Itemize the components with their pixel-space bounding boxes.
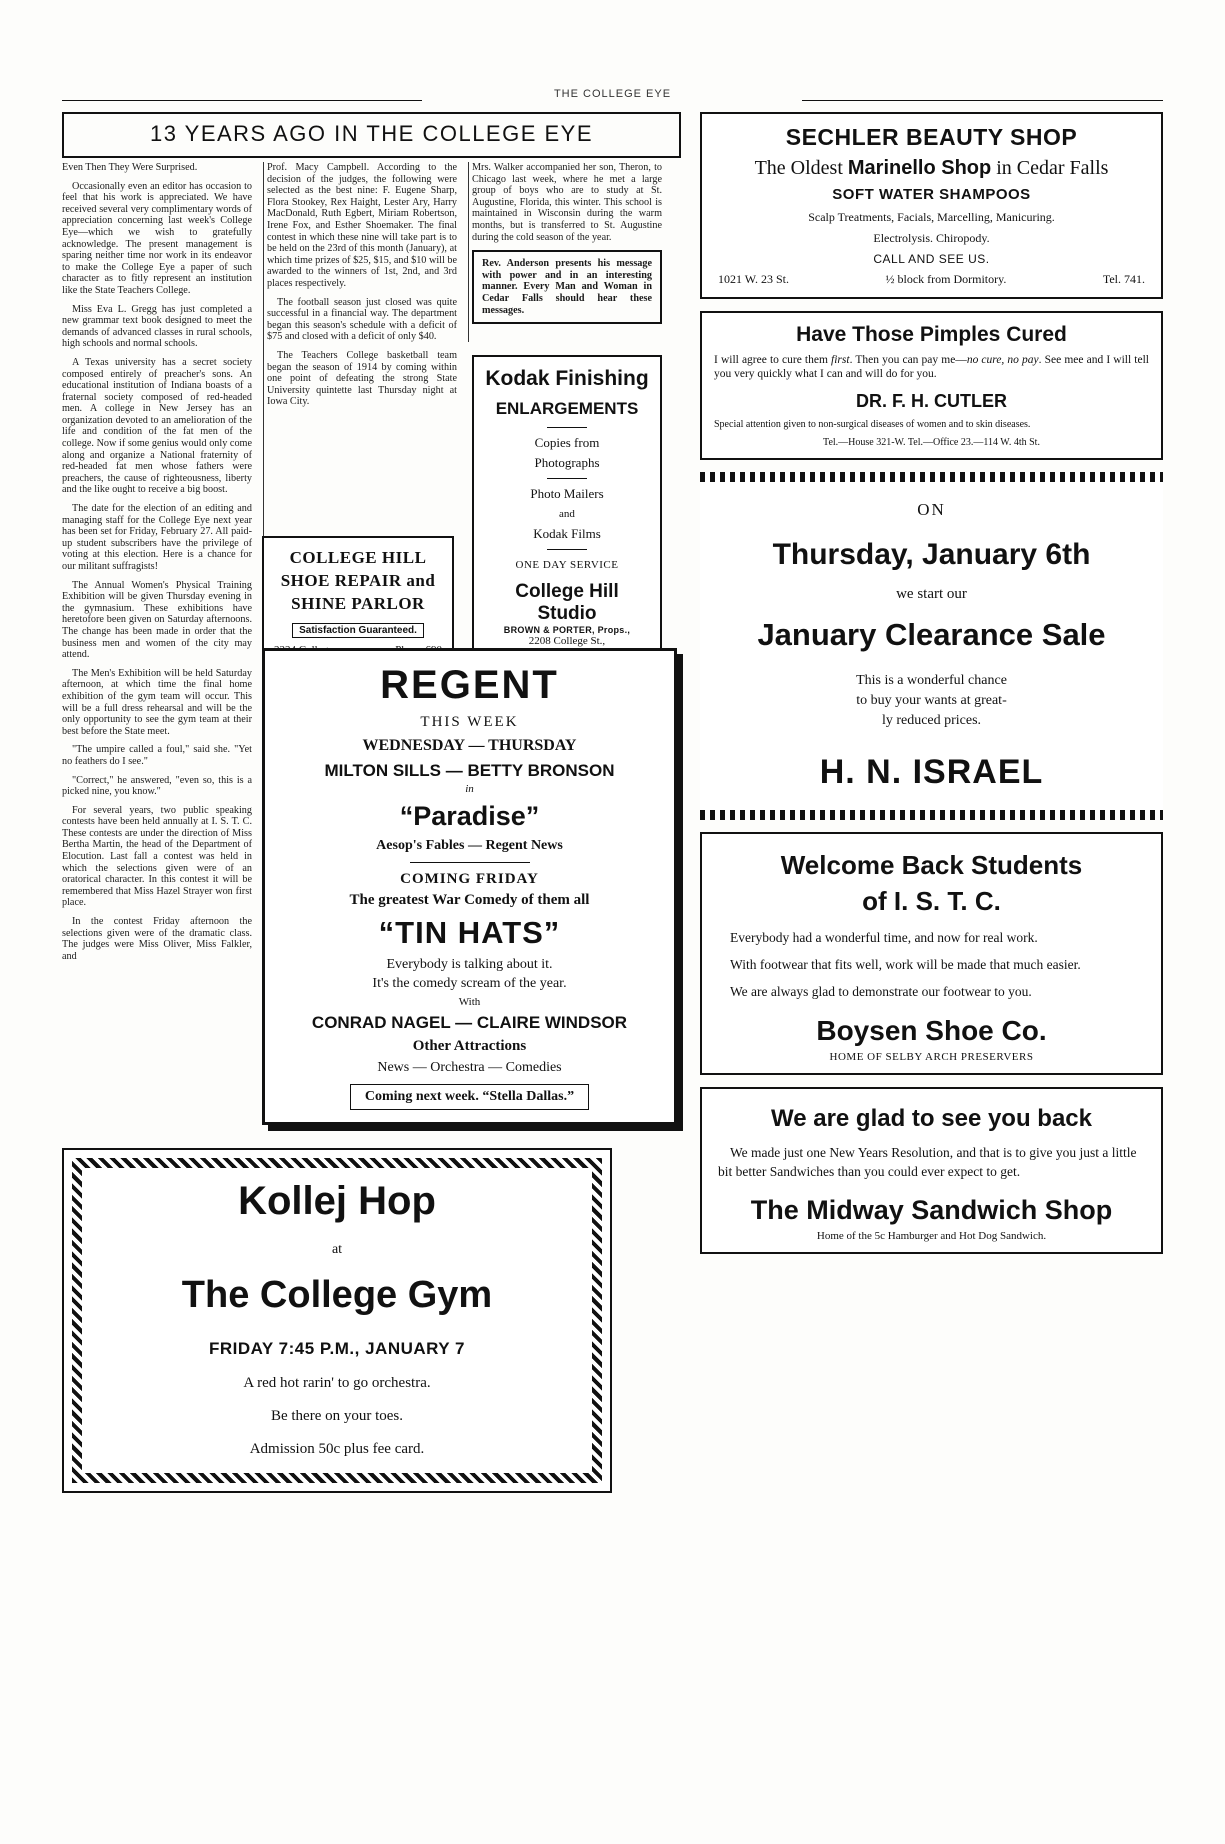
sechler-address: 1021 W. 23 St. [718, 272, 790, 286]
kollej-line-2: Be there on your toes. [270, 1408, 404, 1424]
regent-this-week: THIS WEEK [420, 714, 519, 730]
section-headline: 13 YEARS AGO IN THE COLLEGE EYE [149, 121, 594, 146]
israel-date: Thursday, January 6th [772, 538, 1091, 571]
divider [410, 862, 530, 863]
israel-body-line-2: to buy your wants at great- [856, 693, 1007, 708]
studio-address-1: 2208 College St., [528, 635, 606, 647]
pimples-body-pre: I will agree to cure them [714, 354, 832, 366]
israel-body [712, 671, 1151, 731]
sechler-location-note: ½ block from Dormitory. [885, 272, 1007, 286]
column-divider-2 [468, 162, 469, 342]
pimples-body-italic-1: first [831, 354, 850, 366]
regent-other-attractions: Other Attractions [412, 1038, 527, 1054]
satisfaction-guarantee-badge: Satisfaction Guaranteed. [292, 623, 424, 638]
divider [547, 427, 587, 428]
pimples-body-italic-2: no cure, no pay [966, 354, 1039, 366]
decorative-border-bottom [700, 810, 1163, 820]
shoe-line-1: COLLEGE HILL [289, 548, 427, 567]
notice-text: Rev. Anderson presents his message with power and in an interesting manner. Every Man and Woman in Cedar Falls should hear these messages. [482, 258, 652, 316]
pimples-body-post: . See mee and I will tell you very quickly what I can and will do for you. [714, 354, 1149, 380]
news-paragraph: For several years, two public speaking contests have been held annually at I. S. T. C. These contests are under the direction of Miss Bertha Martin, the head of the Department of Elocution. Last fall a contest was held in which the selections given were of an oratorical character. In this contest it will be remembered that Miss Hazel Strayer won first place. [62, 804, 252, 909]
kollej-venue: The College Gym [181, 1274, 493, 1316]
sechler-tagline-bold: Marinello Shop [847, 157, 992, 179]
kollej-line-1: A red hot rarin' to go orchestra. [243, 1375, 431, 1391]
boysen-paragraph-1: Everybody had a wonderful time, and now for real work. [730, 930, 1038, 945]
section-headline-box [62, 112, 681, 158]
israel-store-name: H. N. ISRAEL [819, 753, 1044, 791]
news-column-1 [62, 162, 252, 969]
boysen-paragraph-2: With footwear that fits well, work will be made that much easier. [730, 957, 1081, 972]
news-paragraph: The Men's Exhibition will be held Saturday afternoon, at which time the final home exhibition of the gym team will occur. This will be a full dress rehearsal and will be the only opportunity to see the gym team at their best before the State meet. [62, 667, 252, 737]
news-paragraph: The Teachers College basketball team began the season of 1914 by coming within one point of defeating the strong State University quintette last Thursday night at Iowa City. [267, 349, 457, 408]
sechler-call: CALL AND SEE US. [873, 252, 990, 266]
regent-cast: CONRAD NAGEL — CLAIRE WINDSOR [311, 1013, 628, 1032]
ad-midway-sandwich-shop[interactable] [700, 1087, 1163, 1254]
regent-feature-title-2: “TIN HATS” [378, 915, 561, 950]
kodak-subtitle: ENLARGEMENTS [495, 399, 639, 418]
sechler-tagline-post: in Cedar Falls [991, 157, 1109, 179]
sechler-name: SECHLER BEAUTY SHOP [785, 124, 1078, 150]
sechler-services: Scalp Treatments, Facials, Marcelling, Manicuring. [808, 210, 1055, 224]
ad-sechler-beauty-shop[interactable] [700, 112, 1163, 299]
regent-stars: MILTON SILLS — BETTY BRONSON [324, 761, 615, 780]
news-paragraph: Prof. Macy Campbell. According to the decision of the judges, the following were selected as the best nine: F. Eugene Sharp, Flora Stookey, Rex Haight, Lester Ary, Harry MacDonald, Ruth Egbert, Miriam Robertson, Irene Fox, and Esther Shoemaker. The final contest in which these nine will take part is to be held on the 23rd of this month (January), at which time prizes of $25, $15, and $10 will be awarded to the winners of 1st, 2nd, and 3rd places respectively. [267, 162, 457, 289]
regent-coming-friday: COMING FRIDAY [400, 871, 539, 887]
ad-college-hill-studio[interactable] [472, 355, 662, 669]
pimples-body-mid: . Then you can pay me— [849, 354, 967, 366]
sechler-tagline [714, 157, 1149, 180]
news-paragraph: The date for the election of an editing and managing staff for the College Eye next year has been set for Friday, February 27. All paid-up student subscribers have the privilege of voting at this election. Here is a chance for our militant suffragists! [62, 503, 252, 572]
regent-shorts: Aesop's Fables — Regent News [376, 838, 563, 853]
regent-title: REGENT [380, 663, 559, 707]
regent-feature-title: “Paradise” [399, 801, 540, 831]
regent-days: WEDNESDAY — THURSDAY [362, 737, 577, 754]
regent-in: in [465, 783, 474, 795]
shoe-line-3: SHINE PARLOR [291, 594, 425, 613]
kodak-line4: and [559, 508, 575, 520]
kodak-line1: Copies from [534, 435, 600, 450]
sechler-phone: Tel. 741. [1102, 272, 1145, 286]
ad-dr-cutler[interactable] [700, 311, 1163, 460]
news-paragraph: The football season just closed was quite successful in a financial way. The department began this season's schedule with a deficit of $75 and closed with a deficit of only $40. [267, 296, 457, 343]
midway-store-name: The Midway Sandwich Shop [750, 1195, 1113, 1225]
kollej-datetime: FRIDAY 7:45 P.M., JANUARY 7 [209, 1339, 465, 1358]
news-paragraph: The Annual Women's Physical Training Exhibition will be given Thursday evening in the gymnasium. These exhibitions have heretofore been given on Saturday afternoons. The change has been made in order that the business men and women of the city may attend. [62, 579, 252, 661]
boysen-welcome-line-2: of I. S. T. C. [862, 886, 1001, 916]
midway-title: We are glad to see you back [770, 1105, 1092, 1132]
divider [547, 478, 587, 479]
ad-regent-theatre[interactable] [262, 648, 677, 1125]
decorative-border-top [700, 472, 1163, 482]
studio-props: BROWN & PORTER, Props., [503, 625, 631, 635]
regent-line-1: Everybody is talking about it. [386, 957, 553, 972]
pimples-title: Have Those Pimples Cured [796, 323, 1067, 346]
ad-boysen-shoe-co[interactable] [700, 832, 1163, 1075]
boysen-welcome-line-1: Welcome Back Students [780, 850, 1083, 880]
boysen-paragraph-3: We are always glad to demonstrate our footwear to you. [730, 984, 1032, 999]
regent-news-line: News — Orchestra — Comedies [377, 1060, 562, 1075]
studio-name: College Hill Studio [515, 581, 619, 624]
news-paragraph: Miss Eva L. Gregg has just completed a new grammar text book designed to meet the demands of advanced classes in rural schools, high schools and normal schools. [62, 303, 252, 350]
kollej-inner-frame [72, 1158, 602, 1483]
news-paragraph: Even Then They Were Surprised. [62, 162, 198, 173]
sechler-services-2: Electrolysis. Chiropody. [873, 231, 990, 245]
midway-home-line: Home of the 5c Hamburger and Hot Dog Sandwich. [816, 1230, 1047, 1242]
rev-anderson-notice [472, 250, 662, 324]
kollej-title: Kollej Hop [238, 1179, 436, 1223]
news-paragraph: A Texas university has a secret society composed entirely of preacher's sons. An educational institution of Indiana boasts of a fraternal society composed of red-headed men. A college in New Jersey has an organization devoted to an amelioration of the life and condition of the fat men of the college. Now if some genius would only come along and organize a National fraternity of red-headed fat men whose fathers were preachers, the cause of righteousness, liberty and the like ought to receive a big boost. [62, 356, 252, 496]
ad-kollej-hop[interactable] [62, 1148, 612, 1493]
israel-body-line-3: ly reduced prices. [881, 713, 982, 728]
regent-tagline: The greatest War Comedy of them all [349, 892, 590, 908]
masthead-rule-right [802, 100, 1163, 101]
pimples-body [714, 353, 1149, 381]
masthead: THE COLLEGE EYE [553, 88, 672, 100]
right-ad-column [700, 112, 1163, 1266]
midway-paragraph: We made just one New Years Resolution, and that is to give you just a little bit better Sandwiches than you could ever expect to get. [718, 1145, 1137, 1179]
kollej-at: at [331, 1242, 343, 1257]
kodak-line2: Photographs [534, 455, 600, 470]
doctor-telephone: Tel.—House 321-W. Tel.—Office 23.—114 W. 4th St. [823, 437, 1040, 448]
israel-on: ON [917, 500, 946, 519]
regent-with: With [458, 996, 481, 1008]
kodak-line5: Kodak Films [533, 526, 601, 541]
divider [547, 549, 587, 550]
sechler-tagline-pre: The Oldest [754, 157, 848, 179]
news-paragraph: Occasionally even an editor has occasion to feel that his work is appreciated. We have received several very complimentary words of appreciation concerning last week's College Eye—which we wish to gratefully acknowledge. The present management is sparing neither time nor work in its endeavor to make the College Eye a paper of such character as to fitly represent an institution like the State Teachers College. [62, 180, 252, 296]
kodak-title: Kodak Finishing [485, 367, 649, 390]
news-paragraph: "Correct," he answered, "even so, this is a picked nine, you know." [62, 774, 252, 798]
news-column-2 [267, 162, 457, 415]
ad-hn-israel[interactable] [700, 472, 1163, 820]
israel-body-line-1: This is a wonderful chance [856, 673, 1007, 688]
news-column-3 [472, 162, 662, 330]
news-paragraph: "The umpire called a foul," said she. "Yet no feathers do I see." [62, 744, 252, 767]
kollej-line-3: Admission 50c plus fee card. [249, 1441, 425, 1457]
shoe-line-2: SHOE REPAIR and [280, 571, 436, 590]
israel-sale-title: January Clearance Sale [757, 617, 1106, 652]
sechler-shampoos: SOFT WATER SHAMPOOS [832, 186, 1031, 203]
kodak-line3: Photo Mailers [530, 486, 604, 501]
doctor-name: DR. F. H. CUTLER [856, 391, 1007, 411]
israel-we-start: we start our [896, 586, 967, 602]
masthead-rule-left [62, 100, 422, 101]
doctor-note: Special attention given to non-surgical diseases of women and to skin diseases. [714, 419, 1031, 430]
boysen-store-name: Boysen Shoe Co. [816, 1015, 1047, 1046]
news-paragraph: Mrs. Walker accompanied her son, Theron, to Chicago last week, where he met a large group of boys who are to study at St. Augustine, Florida, this winter. This school is maintained in Wisconsin during the warm months, but is transferred to St. Augustine during the cold season of the year. [472, 162, 662, 243]
kodak-service: ONE DAY SERVICE [515, 559, 619, 571]
boysen-home-line: HOME OF SELBY ARCH PRESERVERS [829, 1051, 1034, 1063]
regent-next-week: Coming next week. “Stella Dallas.” [350, 1084, 589, 1110]
sechler-contact-row [714, 272, 1149, 287]
regent-line-2: It's the comedy scream of the year. [372, 976, 567, 991]
news-paragraph: In the contest Friday afternoon the selections given were of the dramatic class. The judges were Miss Oliver, Miss Falkler, and [62, 916, 252, 962]
